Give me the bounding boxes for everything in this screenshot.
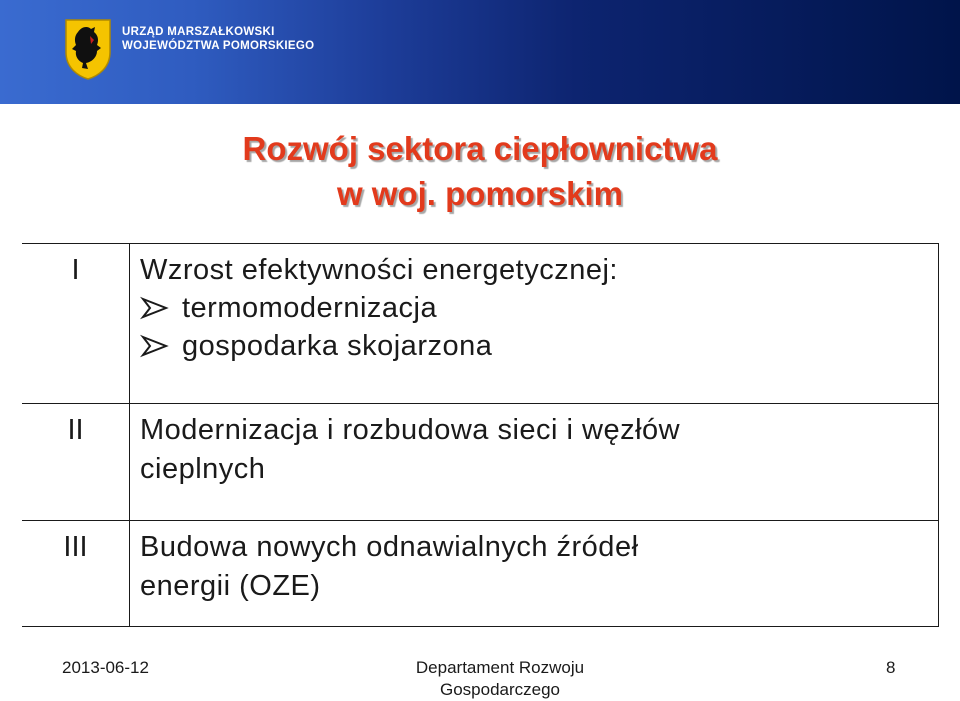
row-number: III xyxy=(22,521,130,627)
org-name-line1: URZĄD MARSZAŁKOWSKI xyxy=(122,26,275,38)
row-text-line1: Budowa nowych odnawialnych źródeł xyxy=(140,531,639,563)
footer-dept-line2: Gospodarczego xyxy=(439,680,561,699)
slide-title-line2: w woj. pomorskim xyxy=(336,175,624,212)
table-row xyxy=(22,404,939,521)
slide-title-line1: Rozwój sektora ciepłownictwa xyxy=(242,130,718,167)
table-row xyxy=(22,244,939,404)
list-item xyxy=(140,289,928,327)
arrow-bullet-icon xyxy=(140,334,170,358)
row-heading: Wzrost efektywności energetycznej: xyxy=(140,254,618,286)
row-text-line1: Modernizacja i rozbudowa sieci i węzłów xyxy=(140,414,681,446)
list-item xyxy=(140,327,928,365)
footer-date: 2013-06-12 xyxy=(62,658,149,677)
slide-title xyxy=(130,126,830,216)
row-number: II xyxy=(22,404,130,521)
organization-name xyxy=(122,25,314,53)
footer-department xyxy=(380,657,620,701)
row-text-line2: energii (OZE) xyxy=(140,570,321,602)
arrow-bullet-icon xyxy=(140,296,170,320)
priorities-table xyxy=(22,243,939,627)
table-row xyxy=(22,521,939,627)
griffin-coat-of-arms-icon xyxy=(64,18,112,80)
bullet-text: termomodernizacja xyxy=(182,292,438,324)
footer-dept-line1: Departament Rozwoju xyxy=(415,658,585,677)
row-text-line2: cieplnych xyxy=(140,453,266,485)
row-content xyxy=(130,521,939,627)
page-number: 8 xyxy=(886,658,896,677)
row-number: I xyxy=(22,244,130,404)
row-content xyxy=(130,244,939,404)
bullet-text: gospodarka skojarzona xyxy=(182,330,493,362)
header-bar xyxy=(0,0,960,104)
org-name-line2: WOJEWÓDZTWA POMORSKIEGO xyxy=(122,40,315,52)
row-content xyxy=(130,404,939,521)
